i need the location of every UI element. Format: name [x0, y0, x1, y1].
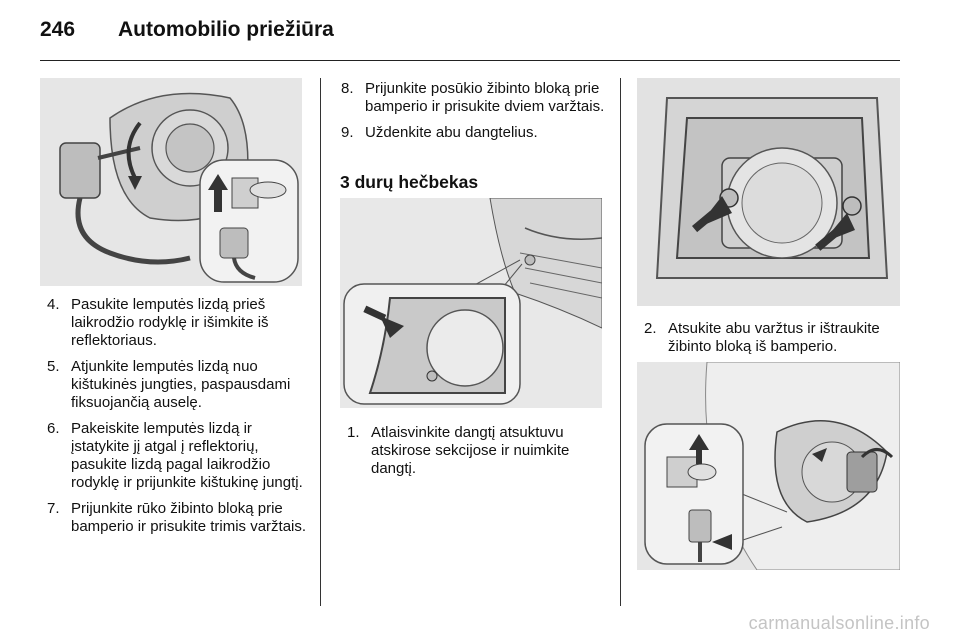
lamp-removal-drawing: [637, 362, 900, 570]
bumper-cover-drawing: [340, 198, 602, 408]
page-header: [40, 18, 334, 48]
steps-list-middle-top: [341, 80, 606, 150]
list-item: 9. Uždenkite abu dangtelius.: [341, 124, 538, 141]
steps-list-middle-bottom: [347, 424, 609, 486]
list-item: 1. Atlaisvinkite dangtį atsuktuvu atskirose sekcijose ir nuimkite dangtį.: [347, 424, 570, 477]
illustration-bumper-cover: [340, 198, 602, 408]
steps-list-left: [47, 296, 309, 544]
column-divider-right: [620, 78, 621, 606]
lamp-screws-drawing: [637, 78, 900, 306]
list-item: 6. Pakeiskite lemputės lizdą ir įstatykite jį atgal į reflektorių, pasukite lizdą pagal laikrodžio rodyklę ir prijunkite kištukinę jungtį.: [47, 420, 303, 491]
list-item: 7. Prijunkite rūko žibinto bloką prie bamperio ir prisukite trimis varžtais.: [47, 500, 307, 535]
list-item: 8. Prijunkite posūkio žibinto bloką prie bamperio ir prisukite dviem varžtais.: [341, 80, 605, 115]
list-item: 2. Atsukite abu varžtus ir ištraukite žibinto bloką iš bamperio.: [644, 320, 880, 355]
illustration-lamp-removal: [637, 362, 900, 570]
section-heading: 3 durų hečbekas: [340, 172, 479, 192]
illustration-lamp-screws: [637, 78, 900, 306]
watermark-text: carmanualsonline.info: [748, 613, 930, 633]
page-title: Automobilio priežiūra: [118, 18, 334, 41]
page-number: 246: [40, 18, 76, 41]
steps-list-right: [644, 320, 906, 364]
column-divider-left: [320, 78, 321, 606]
header-rule: [40, 60, 900, 61]
illustration-bulb-socket: [40, 78, 302, 286]
bulb-socket-drawing: [40, 78, 302, 286]
list-item: 5. Atjunkite lemputės lizdą nuo kištukinės jungties, paspausdami fiksuojančią auselę.: [47, 358, 291, 411]
list-item: 4. Pasukite lemputės lizdą prieš laikrodžio rodyklę ir išimkite iš reflektoriaus.: [47, 296, 269, 349]
